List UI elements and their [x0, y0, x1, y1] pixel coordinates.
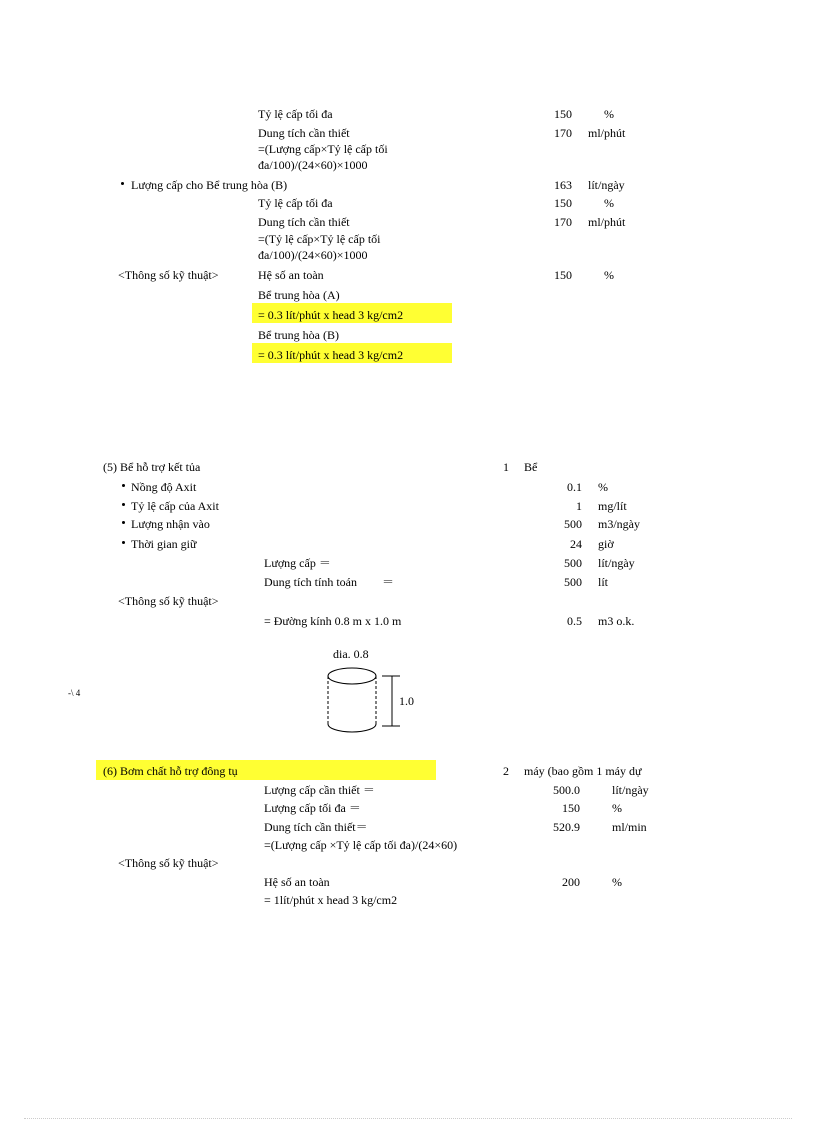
s2-title: Lượng cấp cho Bể trung hòa (B) — [131, 178, 288, 192]
s6-need-unit: lít/ngày — [612, 783, 649, 797]
side-mark: -\ 4 — [68, 688, 81, 698]
s3-spec-label: <Thông số kỹ thuật> — [118, 268, 219, 282]
page-divider — [24, 1118, 792, 1119]
s3-tankA-spec: = 0.3 lít/phút x head 3 kg/cm2 — [258, 308, 404, 322]
s1-formula-a: =(Lượng cấp×Tỷ lệ cấp tối — [258, 142, 388, 156]
s5-spec-value: 0.5 — [567, 614, 582, 628]
s5-item-value: 24 — [570, 537, 582, 551]
s2-formula-a: =(Tỷ lệ cấp×Tỷ lệ cấp tối — [258, 232, 381, 246]
s2-vol-value: 170 — [554, 215, 572, 229]
s5-item-label: Tỷ lệ cấp của Axit — [131, 499, 219, 513]
s2-title-unit: lít/ngày — [588, 178, 625, 192]
s3-tankA: Bể trung hòa (A) — [258, 288, 340, 302]
s6-max-label: Lượng cấp tối đa ＝ — [264, 801, 361, 815]
s5-feed-label: Lượng cấp ＝ — [264, 556, 331, 570]
s5-item-value: 0.1 — [567, 480, 582, 494]
s6-count-unit: máy (bao gồm 1 máy dự — [524, 764, 642, 778]
s5-item-value: 500 — [564, 517, 582, 531]
s5-item-value: 1 — [576, 499, 582, 513]
s6-safety-unit: % — [612, 875, 622, 889]
s5-item-unit: % — [598, 480, 608, 494]
s1-formula-b: đa/100)/(24×60)×1000 — [258, 158, 368, 172]
s5-calc-label: Dung tích tính toán — [264, 575, 357, 589]
s1-ratio-value: 150 — [554, 107, 572, 121]
s5-spec-label: <Thông số kỹ thuật> — [118, 594, 219, 608]
bullet-icon — [122, 521, 125, 524]
s6-formula: =(Lượng cấp ×Tỷ lệ cấp tối đa)/(24×60) — [264, 838, 458, 852]
s5-feed-unit: lít/ngày — [598, 556, 635, 570]
s2-ratio-value: 150 — [554, 196, 572, 210]
s6-vol-label: Dung tích cần thiết＝ — [264, 820, 368, 834]
s5-item-label: Lượng nhận vào — [131, 517, 210, 531]
s5-item-label: Thời gian giữ — [131, 537, 197, 551]
s6-max-unit: % — [612, 801, 622, 815]
s6-count: 2 — [503, 764, 509, 778]
tank-dia-label: dia. 0.8 — [333, 647, 369, 661]
s1-vol-label: Dung tích cần thiết — [258, 126, 350, 140]
s5-count-unit: Bể — [524, 460, 538, 474]
s5-calc-value: 500 — [564, 575, 582, 589]
s1-ratio-unit: % — [604, 107, 614, 121]
s5-item-unit: giờ — [598, 537, 614, 551]
s5-spec-unit: m3 o.k. — [598, 614, 635, 628]
s6-pump-spec: = 1lít/phút x head 3 kg/cm2 — [264, 893, 398, 907]
s6-title: (6) Bơm chất hỗ trợ đông tụ — [103, 764, 238, 778]
s3-tankB-spec: = 0.3 lít/phút x head 3 kg/cm2 — [258, 348, 404, 362]
s6-safety-label: Hệ số an toàn — [264, 875, 330, 889]
s5-title: (5) Bể hỗ trợ kết tủa — [103, 460, 201, 474]
s6-vol-unit: ml/min — [612, 820, 647, 834]
s1-vol-unit: ml/phút — [588, 126, 626, 140]
s2-ratio-unit: % — [604, 196, 614, 210]
s6-vol-value: 520.9 — [553, 820, 580, 834]
s5-item-unit: m3/ngày — [598, 517, 640, 531]
bullet-icon — [121, 182, 124, 185]
s1-vol-value: 170 — [554, 126, 572, 140]
s3-safety-label: Hệ số an toàn — [258, 268, 324, 282]
s3-safety-unit: % — [604, 268, 614, 282]
s2-formula-b: đa/100)/(24×60)×1000 — [258, 248, 368, 262]
tank-height-label: 1.0 — [399, 694, 414, 708]
bullet-icon — [122, 484, 125, 487]
s5-count: 1 — [503, 460, 509, 474]
s5-spec: = Đường kính 0.8 m x 1.0 m — [264, 614, 402, 628]
s5-item-unit: mg/lít — [598, 499, 627, 513]
s6-need-value: 500.0 — [553, 783, 580, 797]
s2-ratio-label: Tỷ lệ cấp tối đa — [258, 196, 333, 210]
s1-ratio-label: Tỷ lệ cấp tối đa — [258, 107, 333, 121]
s2-title-value: 163 — [554, 178, 572, 192]
s6-safety-value: 200 — [562, 875, 580, 889]
s2-vol-unit: ml/phút — [588, 215, 626, 229]
s5-item-label: Nồng độ Axit — [131, 480, 197, 494]
s2-vol-label: Dung tích cần thiết — [258, 215, 350, 229]
s3-tankB: Bể trung hòa (B) — [258, 328, 339, 342]
bullet-icon — [122, 503, 125, 506]
s5-calc-eq: ＝ — [382, 575, 395, 589]
s6-need-label: Lượng cấp cần thiết ＝ — [264, 783, 375, 797]
bullet-icon — [122, 541, 125, 544]
s5-calc-unit: lít — [598, 575, 609, 589]
s6-max-value: 150 — [562, 801, 580, 815]
s3-safety-value: 150 — [554, 268, 572, 282]
s6-spec-label: <Thông số kỹ thuật> — [118, 856, 219, 870]
s5-feed-value: 500 — [564, 556, 582, 570]
